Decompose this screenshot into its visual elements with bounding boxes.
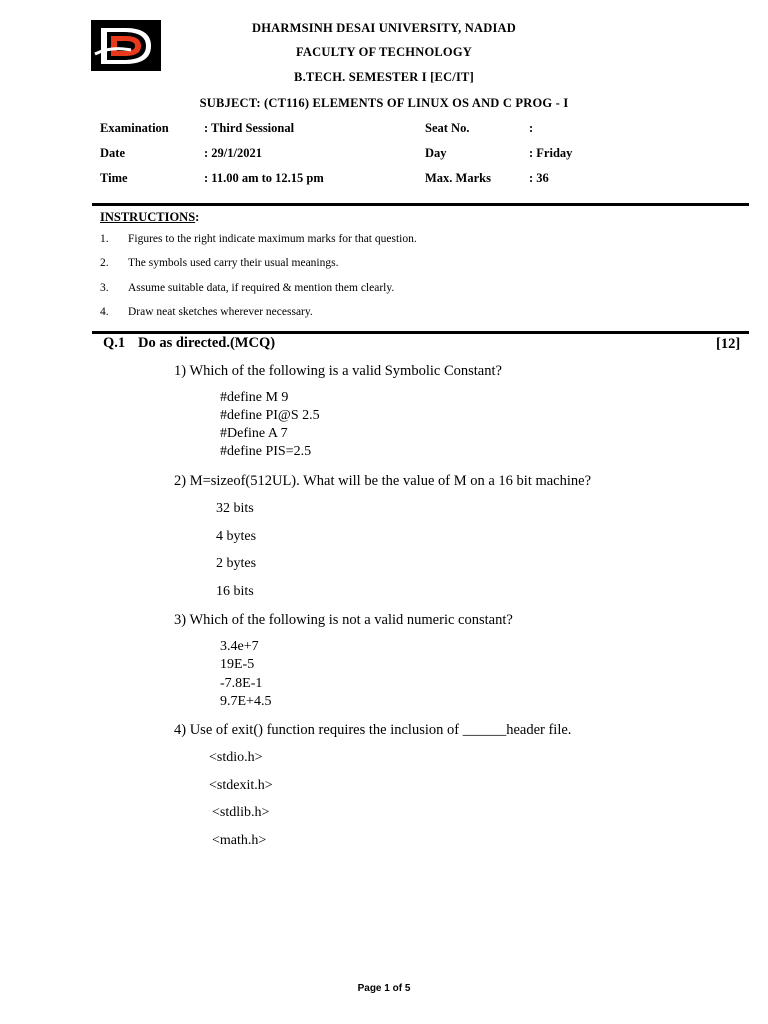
examination-value: : Third Sessional (204, 121, 295, 135)
time-label: Time (100, 171, 128, 185)
instruction-num: 2. (100, 257, 109, 269)
instruction-text: Figures to the right indicate maximum marks for that question. (128, 233, 417, 245)
time-value: : 11.00 am to 12.15 pm (204, 171, 324, 185)
instructions-colon: : (195, 210, 200, 224)
divider-bottom (92, 331, 749, 334)
examination-label: Examination (100, 121, 169, 135)
mcq-option: 16 bits (216, 584, 254, 599)
marks-label: Max. Marks (425, 171, 491, 185)
instructions-title: INSTRUCTIONS (100, 210, 196, 224)
mcq-option: #define M 9 (220, 390, 289, 405)
instruction-text: Draw neat sketches wherever necessary. (128, 306, 313, 318)
seat-label: Seat No. (425, 121, 470, 135)
question-title: Do as directed.(MCQ) (138, 335, 276, 351)
mcq-option: #define PI@S 2.5 (220, 408, 320, 423)
page-number: Page 1 of 5 (357, 983, 411, 994)
instruction-num: 1. (100, 233, 109, 245)
mcq-option: 4 bytes (216, 529, 257, 544)
day-label: Day (425, 146, 447, 160)
program-name: B.TECH. SEMESTER I [EC/IT] (294, 70, 474, 84)
mcq-option: <math.h> (212, 833, 267, 848)
seat-value: : (529, 121, 534, 135)
mcq-option: 32 bits (216, 501, 254, 516)
mcq-question-2: 2) M=sizeof(512UL). What will be the value of M on a 16 bit machine? (174, 473, 592, 489)
instruction-num: 4. (100, 306, 109, 318)
mcq-option: 2 bytes (216, 556, 257, 571)
instruction-text: Assume suitable data, if required & mention them clearly. (128, 282, 395, 294)
mcq-option: 3.4e+7 (220, 639, 259, 654)
mcq-option: #define PIS=2.5 (220, 444, 312, 459)
question-marks: [12] (716, 336, 741, 352)
mcq-option: <stdexit.h> (209, 778, 273, 793)
date-value: : 29/1/2021 (204, 146, 262, 160)
mcq-option: <stdio.h> (209, 750, 263, 765)
instruction-num: 3. (100, 282, 109, 294)
marks-value: : 36 (529, 171, 549, 185)
mcq-question-4: 4) Use of exit() function requires the inclusion of ______header file. (174, 722, 572, 738)
subject-title: SUBJECT: (CT116) ELEMENTS OF LINUX OS AND C PROG - I (199, 96, 569, 110)
question-number: Q.1 (103, 335, 126, 351)
mcq-option: -7.8E-1 (220, 676, 263, 691)
mcq-option: 9.7E+4.5 (220, 694, 272, 709)
instructions-heading (100, 208, 199, 226)
university-name: DHARMSINH DESAI UNIVERSITY, NADIAD (251, 21, 517, 35)
day-value: : Friday (529, 146, 573, 160)
mcq-option: #Define A 7 (220, 426, 288, 441)
date-label: Date (100, 146, 125, 160)
mcq-question-1: 1) Which of the following is a valid Symbolic Constant? (174, 363, 502, 379)
instruction-text: The symbols used carry their usual meanings. (128, 257, 339, 269)
mcq-question-3: 3) Which of the following is not a valid numeric constant? (174, 612, 513, 628)
mcq-option: 19E-5 (220, 657, 255, 672)
mcq-option: <stdlib.h> (212, 805, 270, 820)
faculty-name: FACULTY OF TECHNOLOGY (296, 45, 472, 59)
divider-top (92, 203, 749, 206)
